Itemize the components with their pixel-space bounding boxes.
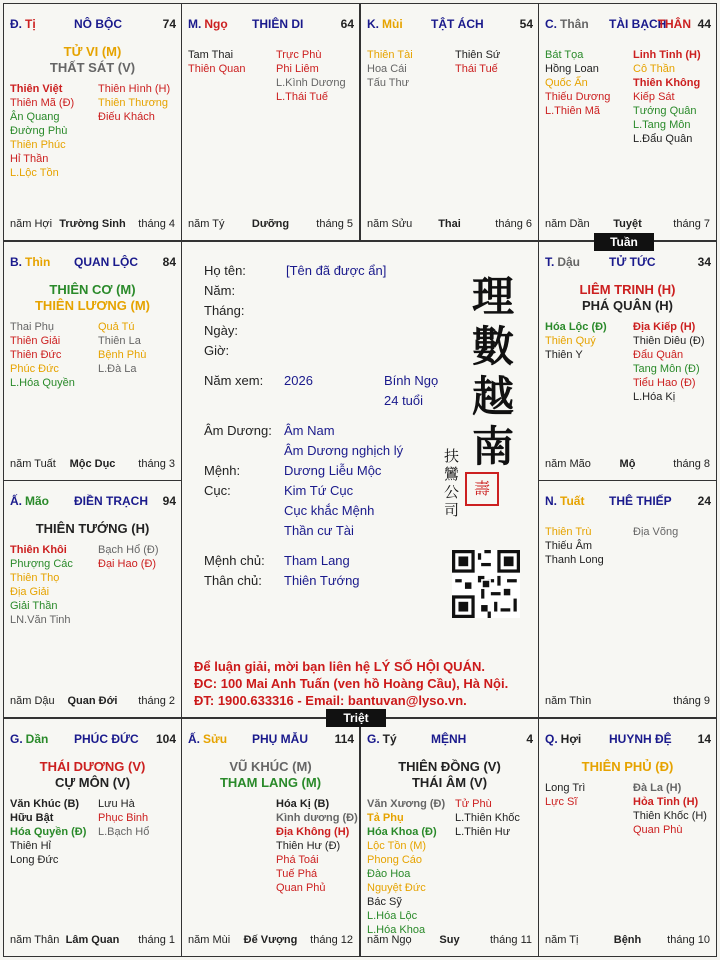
minor-star: L.Bạch Hổ — [98, 826, 150, 838]
info-row-year: Năm: — [204, 283, 236, 298]
minor-star: Điếu Khách — [98, 111, 155, 123]
palace-cell[interactable] — [360, 3, 539, 241]
minor-star: Phúc Đức — [10, 363, 59, 375]
major-star: LIÊM TRINH (H) — [579, 282, 676, 297]
minor-star: Phục Binh — [98, 812, 149, 824]
major-stars — [4, 521, 181, 537]
minor-star: Quả Tú — [98, 321, 135, 333]
palace-stem: C. — [545, 17, 557, 31]
major-stars — [4, 44, 181, 76]
info-row-hour: Giờ: — [204, 343, 230, 358]
palace-footer — [10, 458, 175, 472]
palace-branch: Thìn — [25, 255, 51, 269]
minor-star: Địa Giải — [10, 586, 50, 598]
minor-star-column-left — [545, 525, 604, 567]
info-cuc-3: Thần cư Tài — [284, 523, 354, 538]
minor-star: Hồng Loan — [545, 63, 599, 75]
palace-year: năm Mùi — [188, 934, 231, 946]
palace-name: TÀI BẠCH — [609, 17, 667, 31]
minor-star: Phượng Các — [10, 558, 73, 570]
minor-star: Thiên Sứ — [455, 49, 501, 61]
minor-star: L.Hóa Quyền — [10, 377, 75, 389]
minor-star: Địa Võng — [633, 526, 679, 538]
palace-life-stage: Mộ — [619, 458, 636, 470]
palace-month: tháng 2 — [138, 695, 175, 707]
triet-marker: Triệt — [326, 709, 386, 727]
minor-star: Đại Hao (Đ) — [98, 558, 157, 570]
major-stars — [361, 759, 538, 791]
palace-branch: Mão — [25, 494, 49, 508]
palace-header — [10, 732, 176, 748]
info-menh-value: Dương Liễu Mộc — [284, 463, 382, 478]
palace-stem: Ấ. — [188, 732, 200, 746]
palace-stem: G. — [367, 732, 380, 746]
minor-star-column-right — [98, 320, 146, 376]
minor-star: Lộc Tồn (M) — [367, 840, 427, 852]
palace-header — [188, 17, 354, 33]
palace-name: ĐIỀN TRẠCH — [74, 494, 148, 508]
minor-star-column-left — [545, 320, 607, 362]
minor-star: Văn Xương (Đ) — [367, 798, 446, 810]
minor-star-column-left — [545, 48, 610, 118]
palace-age: 84 — [162, 255, 176, 269]
palace-age: 94 — [162, 494, 176, 508]
major-star: THIÊN PHỦ (Đ) — [581, 759, 674, 774]
minor-star: L.Thiên Hư — [455, 826, 511, 838]
minor-star: Văn Khúc (B) — [10, 798, 80, 810]
minor-star: Hóa Lộc (Đ) — [545, 321, 607, 333]
minor-star-column-left — [10, 543, 73, 627]
minor-star: Thiên Phúc — [10, 139, 66, 151]
info-amduong-2: Âm Dương nghịch lý — [284, 443, 404, 458]
palace-cell[interactable] — [360, 718, 539, 957]
palace-month: tháng 8 — [673, 458, 710, 470]
info-row-name: Họ tên: [Tên đã được ẩn] — [204, 263, 387, 278]
red-seal-stamp: 壽 — [465, 472, 499, 506]
major-star: THIÊN CƠ (M) — [49, 282, 136, 297]
minor-star: Thiên Việt — [10, 83, 63, 95]
minor-star: Giải Thần — [10, 600, 58, 612]
minor-star: Thiên La — [98, 335, 141, 347]
palace-year: năm Thìn — [545, 695, 592, 707]
palace-month: tháng 10 — [667, 934, 710, 946]
minor-star: Bác Sỹ — [367, 896, 402, 908]
palace-footer — [10, 934, 175, 948]
palace-cell[interactable] — [3, 480, 182, 718]
brand-char-1: 理 — [472, 272, 515, 321]
palace-year: năm Dần — [545, 218, 590, 230]
minor-star: Linh Tinh (H) — [633, 49, 701, 61]
palace-branch: Dậu — [557, 255, 581, 269]
minor-star-column-right — [455, 48, 500, 76]
palace-year: năm Sửu — [367, 218, 413, 230]
major-star: THAM LANG (M) — [219, 775, 322, 790]
palace-year: năm Thân — [10, 934, 60, 946]
palace-footer — [188, 218, 353, 232]
contact-line-3[interactable]: ĐT: 1900.633316 - Email: bantuvan@lyso.vn. — [194, 693, 467, 708]
palace-name: TỬ TỨC — [609, 255, 656, 269]
palace-name: QUAN LỘC — [74, 255, 138, 269]
minor-star: Bát Tọa — [545, 49, 584, 61]
palace-footer — [10, 218, 175, 232]
minor-star: Thiên Thọ — [10, 572, 60, 584]
palace-life-stage: Đế Vượng — [243, 934, 298, 946]
qr-code-icon[interactable] — [452, 550, 520, 618]
major-stars — [539, 759, 716, 775]
palace-month: tháng 3 — [138, 458, 175, 470]
brand-char-4: 南 — [472, 422, 515, 471]
major-star: THÁI ÂM (V) — [411, 775, 488, 790]
palace-cell[interactable] — [3, 3, 182, 241]
minor-star: Tấu Thư — [367, 77, 410, 89]
minor-star: L.Hóa Khoa — [367, 924, 426, 936]
palace-footer — [367, 934, 532, 948]
palace-life-stage: Thai — [438, 218, 461, 230]
minor-star: L.Kình Dương — [276, 77, 346, 89]
major-star: THIÊN TƯỚNG (H) — [35, 521, 150, 536]
info-row-month: Tháng: — [204, 303, 245, 318]
palace-stem: G. — [10, 732, 23, 746]
minor-star: Đào Hoa — [367, 868, 411, 880]
major-star: TỬ VI (M) — [63, 44, 122, 59]
minor-star: Bệnh Phù — [98, 349, 147, 361]
palace-age: 114 — [334, 732, 354, 746]
palace-branch: Ngọ — [204, 17, 228, 31]
palace-life-stage: Dưỡng — [251, 218, 290, 230]
palace-life-stage: Trường Sinh — [59, 218, 126, 230]
palace-branch: Thân — [560, 17, 589, 31]
palace-cell[interactable] — [538, 718, 717, 957]
minor-star-column-right — [98, 543, 159, 571]
palace-life-stage: Quan Đới — [67, 695, 118, 707]
minor-star: Tang Môn (Đ) — [633, 363, 700, 375]
minor-star-column-right — [633, 320, 705, 404]
palace-life-stage: Bệnh — [613, 934, 642, 946]
palace-age: 104 — [155, 732, 176, 746]
minor-star: L.Hóa Kị — [633, 391, 676, 403]
major-star: VŨ KHÚC (M) — [229, 759, 312, 774]
minor-star: Lực Sĩ — [545, 796, 578, 808]
palace-year: năm Dậu — [10, 695, 55, 707]
minor-star-column-right — [633, 48, 701, 146]
palace-header — [545, 732, 711, 748]
minor-star: Đường Phù — [10, 125, 68, 137]
info-menhchu-label: Mệnh chủ: — [204, 553, 265, 568]
palace-cell[interactable] — [181, 718, 360, 957]
minor-star: Thanh Long — [545, 554, 604, 566]
palace-stem: B. — [10, 255, 22, 269]
minor-star: Phi Liêm — [276, 63, 319, 75]
palace-header — [10, 17, 176, 33]
palace-name: THÊ THIẾP — [609, 494, 672, 508]
palace-footer — [545, 934, 710, 948]
info-row-nam-xem: Năm xem: 2026 Bính Ngọ — [204, 373, 439, 388]
palace-year: năm Mão — [545, 458, 591, 470]
info-amduong-label: Âm Dương: — [204, 423, 272, 438]
palace-life-stage: Suy — [439, 934, 460, 946]
palace-branch: Tuất — [560, 494, 585, 508]
minor-star: Tam Thai — [188, 49, 234, 61]
minor-star: Tả Phụ — [367, 812, 404, 824]
palace-header — [367, 732, 533, 748]
palace-name: HUYNH ĐỆ — [609, 732, 672, 746]
minor-star: Quan Phù — [633, 824, 683, 836]
minor-star: Thiếu Âm — [545, 540, 593, 552]
info-cuc-1: Kim Tứ Cục — [284, 483, 354, 498]
palace-life-stage: Lâm Quan — [65, 934, 120, 946]
minor-star-column-left — [367, 797, 445, 937]
contact-line-2: ĐC: 100 Mai Anh Tuấn (ven hồ Hoàng Cầu), Hà Nội. — [194, 676, 509, 691]
minor-star: Hóa Kị (B) — [276, 798, 330, 810]
minor-star: Thiên Giải — [10, 335, 61, 347]
minor-star-column-left — [188, 48, 245, 76]
palace-footer — [367, 218, 532, 232]
brand-sub-text: 扶 鸞 公 司 — [444, 447, 460, 519]
minor-star: L.Đẩu Quân — [633, 133, 693, 145]
minor-star: Địa Không (H) — [276, 826, 350, 838]
palace-footer — [545, 695, 710, 709]
minor-star: Thai Phụ — [10, 321, 55, 333]
palace-month: tháng 6 — [495, 218, 532, 230]
minor-star: Bạch Hổ (Đ) — [98, 544, 159, 556]
palace-month: tháng 9 — [673, 695, 710, 707]
palace-header — [188, 732, 354, 748]
minor-star-column-right — [276, 48, 346, 104]
minor-star-column-left — [367, 48, 413, 90]
palace-age: 54 — [519, 17, 533, 31]
palace-stem: Ấ. — [10, 494, 22, 508]
palace-stem: M. — [188, 17, 202, 31]
major-stars — [182, 759, 359, 791]
than-marker: THÂN — [657, 17, 691, 31]
minor-star: Thiên Diêu (Đ) — [633, 335, 705, 347]
minor-star: Tử Phù — [455, 798, 492, 810]
minor-star: Thiên Quý — [545, 335, 596, 347]
info-row-day: Ngày: — [204, 323, 238, 338]
palace-stem: Q. — [545, 732, 558, 746]
minor-star: Thiên Mã (Đ) — [10, 97, 75, 109]
major-star: PHÁ QUÂN (H) — [582, 298, 673, 313]
minor-star: Thiên Trù — [545, 526, 592, 538]
minor-star: Đà La (H) — [633, 782, 682, 794]
minor-star: Thiên Quan — [188, 63, 246, 75]
minor-star-column-right — [455, 797, 520, 839]
palace-branch: Tị — [25, 17, 36, 31]
palace-month: tháng 5 — [316, 218, 353, 230]
minor-star: Hoa Cái — [367, 63, 407, 75]
palace-age: 34 — [697, 255, 711, 269]
brand-char-3: 越 — [472, 372, 515, 421]
palace-age: 44 — [697, 17, 711, 31]
minor-star-column-right — [633, 525, 678, 539]
palace-name: TẬT ÁCH — [431, 17, 484, 31]
major-star: THÁI DƯƠNG (V) — [39, 759, 146, 774]
palace-header — [367, 17, 533, 33]
palace-branch: Dần — [25, 732, 49, 746]
minor-star: Hóa Quyền (Đ) — [10, 826, 87, 838]
palace-cell[interactable] — [181, 3, 360, 241]
palace-year: năm Hợi — [10, 218, 53, 230]
major-star: CỰ MÔN (V) — [54, 775, 131, 790]
minor-star: Quốc Ấn — [545, 77, 588, 89]
palace-branch: Mùi — [382, 17, 403, 31]
minor-star: Thiên Thương — [98, 97, 169, 109]
minor-star: Cô Thần — [633, 63, 675, 75]
minor-star: L.Đà La — [98, 363, 137, 375]
palace-life-stage: Tuyệt — [613, 218, 642, 230]
palace-age: 74 — [162, 17, 176, 31]
major-stars — [539, 282, 716, 314]
minor-star-column-right — [633, 781, 707, 837]
palace-year: năm Tuất — [10, 458, 56, 470]
minor-star: Thiếu Dương — [545, 91, 611, 103]
minor-star: Tiểu Hao (Đ) — [633, 377, 696, 389]
minor-star: Thiên Khốc (H) — [633, 810, 707, 822]
minor-star: L.Tang Môn — [633, 119, 691, 131]
info-age: 24 tuổi — [384, 393, 424, 408]
info-menhchu-value: Tham Lang — [284, 553, 350, 568]
minor-star: Phá Toái — [276, 854, 319, 866]
palace-month: tháng 1 — [138, 934, 175, 946]
minor-star: LN.Văn Tinh — [10, 614, 71, 626]
contact-line-1: Để luận giải, mời bạn liên hệ LÝ SỐ HỘI QUÁN. — [194, 659, 485, 674]
palace-header — [545, 17, 711, 33]
palace-stem: K. — [367, 17, 379, 31]
minor-star: Lưu Hà — [98, 798, 135, 810]
palace-age: 4 — [526, 732, 533, 746]
palace-name: THIÊN DI — [252, 17, 304, 31]
palace-cell[interactable] — [3, 718, 182, 957]
minor-star: Địa Kiếp (H) — [633, 321, 696, 333]
minor-star: Hóa Khoa (Đ) — [367, 826, 437, 838]
minor-star: Thiên Khôi — [10, 544, 67, 556]
info-amduong-1: Âm Nam — [284, 423, 335, 438]
minor-star: Long Trì — [545, 782, 586, 794]
brand-char-2: 數 — [472, 322, 515, 371]
brand-calligraphy — [472, 272, 522, 472]
minor-star: Tuế Phá — [276, 868, 318, 880]
minor-star: Hữu Bật — [10, 812, 54, 824]
minor-star: Thiên Hình (H) — [98, 83, 171, 95]
minor-star-column-right — [98, 82, 170, 124]
minor-star-column-left — [10, 82, 74, 180]
minor-star: Phong Cáo — [367, 854, 423, 866]
tuan-marker: Tuần — [594, 233, 654, 251]
palace-age: 14 — [697, 732, 711, 746]
palace-stem: T. — [545, 255, 555, 269]
palace-cell[interactable] — [3, 241, 182, 481]
minor-star: Long Đức — [10, 854, 59, 866]
palace-footer — [188, 934, 353, 948]
palace-header — [545, 255, 711, 271]
palace-year: năm Tị — [545, 934, 579, 946]
palace-branch: Sửu — [203, 732, 228, 746]
palace-branch: Hợi — [560, 732, 582, 746]
palace-stem: Đ. — [10, 17, 22, 31]
minor-star: Nguyệt Đức — [367, 882, 426, 894]
minor-star: Kiếp Sát — [633, 91, 675, 103]
minor-star: L.Thái Tuế — [276, 91, 328, 103]
palace-age: 64 — [340, 17, 354, 31]
major-star: THIÊN ĐỒNG (V) — [398, 759, 501, 774]
minor-star: L.Lộc Tồn — [10, 167, 59, 179]
info-menh-label: Mệnh: — [204, 463, 241, 478]
minor-star: Thiên Tài — [367, 49, 413, 61]
minor-star: Quan Phủ — [276, 882, 326, 894]
minor-star: Đẩu Quân — [633, 349, 684, 361]
minor-star: Thiên Y — [545, 349, 583, 361]
minor-star: Tướng Quân — [633, 105, 697, 117]
palace-month: tháng 4 — [138, 218, 175, 230]
minor-star: L.Thiên Mã — [545, 105, 601, 117]
palace-month: tháng 11 — [489, 934, 532, 946]
info-thanchu-value: Thiên Tướng — [284, 573, 360, 588]
palace-footer — [545, 458, 710, 472]
minor-star-column-right — [98, 797, 149, 839]
minor-star-column-left — [10, 797, 86, 867]
minor-star: Thiên Đức — [10, 349, 62, 361]
major-stars — [4, 759, 181, 791]
minor-star: Thiên Không — [633, 77, 701, 89]
info-cuc-label: Cục: — [204, 483, 231, 498]
minor-star: Ân Quang — [10, 111, 60, 123]
center-info-panel — [181, 241, 539, 718]
info-thanchu-label: Thân chủ: — [204, 573, 262, 588]
palace-header — [545, 494, 711, 510]
palace-month: tháng 7 — [673, 218, 710, 230]
minor-star: Hỉ Thần — [10, 153, 49, 165]
major-star: THẤT SÁT (V) — [49, 60, 136, 75]
palace-stem: N. — [545, 494, 557, 508]
palace-cell[interactable] — [538, 480, 717, 718]
minor-star: Kình dương (Đ) — [276, 812, 358, 824]
palace-name: MỆNH — [431, 732, 467, 746]
major-star: THIÊN LƯƠNG (M) — [34, 298, 151, 313]
minor-star-column-left — [10, 320, 75, 390]
minor-star-column-left — [545, 781, 585, 809]
minor-star: Hỏa Tinh (H) — [633, 796, 699, 808]
palace-name: PHÚC ĐỨC — [74, 732, 139, 746]
palace-header — [10, 494, 176, 510]
palace-branch: Tý — [382, 732, 397, 746]
minor-star-column-right — [276, 797, 358, 895]
major-stars — [4, 282, 181, 314]
palace-name: NÔ BỘC — [74, 17, 122, 31]
palace-name: PHỤ MẪU — [252, 732, 308, 746]
palace-life-stage: Mộc Dục — [69, 458, 116, 470]
minor-star: Thiên Hư (Đ) — [276, 840, 341, 852]
palace-year: năm Ngọ — [367, 934, 412, 946]
palace-cell[interactable] — [538, 3, 717, 241]
palace-footer — [10, 695, 175, 709]
minor-star: Thiên Hỉ — [10, 840, 51, 852]
palace-footer — [545, 218, 710, 232]
minor-star: Trực Phù — [276, 49, 322, 61]
palace-cell[interactable] — [538, 241, 717, 481]
minor-star: L.Hóa Lộc — [367, 910, 418, 922]
palace-age: 24 — [697, 494, 711, 508]
info-cuc-2: Cục khắc Mệnh — [284, 503, 375, 518]
palace-year: năm Tý — [188, 218, 225, 230]
palace-month: tháng 12 — [310, 934, 353, 946]
minor-star: Thái Tuế — [455, 63, 498, 75]
minor-star: L.Thiên Khốc — [455, 812, 520, 824]
palace-header — [10, 255, 176, 271]
